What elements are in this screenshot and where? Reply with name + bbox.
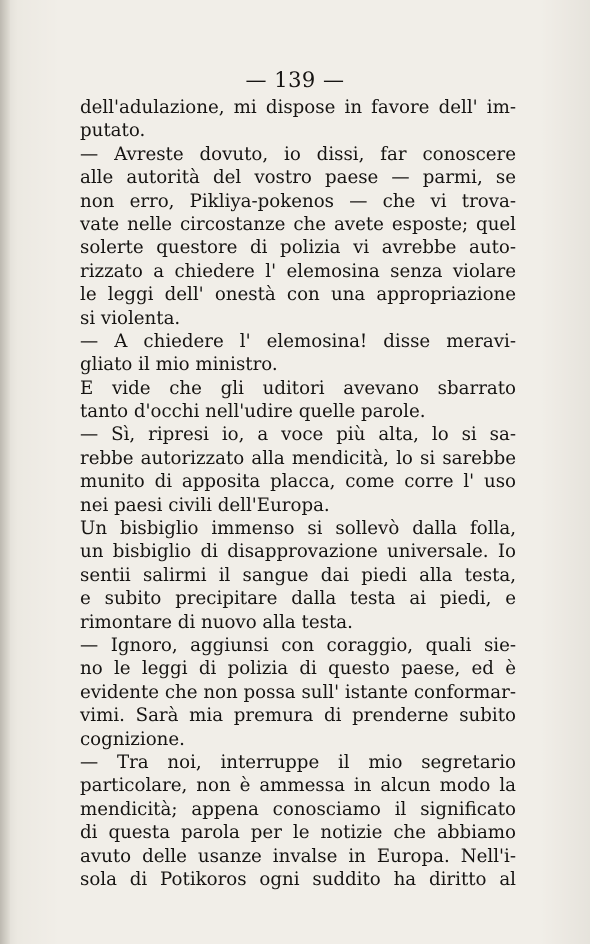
text-line: un bisbiglio di disapprovazione universale. Io — [80, 541, 516, 563]
text-line: — Avreste dovuto, io dissi, far conoscere — [80, 143, 516, 165]
text-line: tanto d'occhi nell'udire quelle parole. — [80, 401, 426, 423]
text-line: Un bisbiglio immenso si sollevò dalla folla, — [80, 518, 516, 540]
text-line: vimi. Sarà mia premura di prenderne subito — [80, 705, 516, 727]
text-line: — Ignoro, aggiunsi con coraggio, quali sie- — [80, 634, 516, 656]
text-line: E vide che gli uditori avevano sbarrato — [80, 377, 516, 399]
page-binding-edge — [0, 0, 10, 944]
text-line: non erro, Pikliya-pokenos — che vi trova- — [80, 190, 516, 212]
text-line: gliato il mio ministro. — [80, 354, 278, 376]
text-line: sola di Potikoros ogni suddito ha diritto al — [80, 868, 516, 890]
text-line: putato. — [80, 120, 146, 142]
text-line: mendicità; appena conosciamo il significato — [80, 798, 516, 820]
text-line: munito di apposita placca, come corre l' uso — [80, 471, 516, 493]
text-line: e subito precipitare dalla testa ai piedi, e — [80, 588, 516, 610]
text-line: dell'adulazione, mi dispose in favore dell' im- — [80, 97, 516, 118]
text-line: avuto delle usanze invalse in Europa. Nell'i- — [80, 845, 516, 867]
text-line: cognizione. — [80, 728, 185, 750]
body-text — [80, 96, 516, 891]
text-line: sentii salirmi il sangue dai piedi alla testa, — [80, 564, 516, 586]
text-line: rimontare di nuovo alla testa. — [80, 611, 353, 633]
text-line: — Sì, ripresi io, a voce più alta, lo si sa- — [80, 424, 516, 446]
text-line: no le leggi di polizia di questo paese, ed è — [80, 658, 516, 680]
text-line: rebbe autorizzato alla mendicità, lo si sarebbe — [80, 447, 516, 469]
text-line: particolare, non è ammessa in alcun modo la — [80, 775, 516, 797]
text-line: — Tra noi, interruppe il mio segretario — [80, 751, 516, 773]
text-line: di questa parola per le notizie che abbiamo — [80, 822, 516, 844]
text-line: vate nelle circostanze che avete esposte; quel — [80, 213, 516, 235]
text-line: rizzato a chiedere l' elemosina senza violare — [80, 260, 516, 282]
page-number: — 139 — — [245, 68, 345, 92]
text-line: nei paesi civili dell'Europa. — [80, 494, 330, 516]
text-line: le leggi dell' onestà con una appropriazione — [80, 284, 516, 306]
text-line: evidente che non possa sull' istante conformar- — [80, 681, 516, 703]
text-line: si violenta. — [80, 307, 181, 329]
text-line: alle autorità del vostro paese — parmi, se — [80, 167, 516, 189]
text-line: — A chiedere l' elemosina! disse meravi- — [80, 330, 516, 352]
text-line: solerte questore di polizia vi avrebbe auto- — [80, 237, 516, 259]
